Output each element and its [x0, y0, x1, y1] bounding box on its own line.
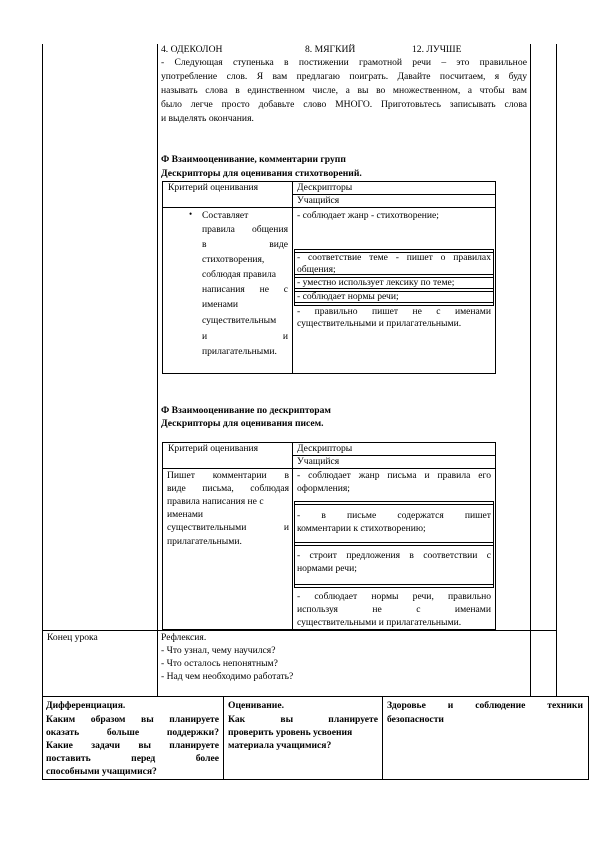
reflection-q2: - Что осталось непонятным? — [161, 658, 278, 669]
s1-criterion-line-2: правила общения — [202, 224, 288, 235]
s2-descriptor-4a: - соблюдает нормы речи, правильно — [297, 591, 491, 602]
s1-criterion-line-6: написания не с — [202, 284, 288, 295]
s2-criterion-line-6: прилагательными. — [167, 536, 242, 547]
s1-table-bottom — [162, 373, 496, 374]
s2-descriptor-2a: - в письме содержатся пишет — [297, 510, 491, 521]
intro-line-1: - Следующая ступенька в постижении грамотной речи – это правильное — [161, 57, 527, 68]
s1-criterion-line-8: существительным — [202, 315, 277, 326]
s2-desc-line-1b — [294, 504, 494, 505]
s2-criterion-line-3: правила написания не с — [167, 496, 264, 507]
s2-header-student: Учащийся — [297, 456, 340, 467]
word-4: 4. ОДЕКОЛОН — [161, 44, 223, 55]
footer-divider-1 — [223, 696, 224, 780]
word-8: 8. МЯГКИЙ — [305, 44, 356, 55]
s1-desc-inner-left — [294, 249, 295, 306]
section1-heading: Ф Взаимооценивание, комментарии групп — [161, 154, 346, 165]
s1-header-descriptors: Дескрипторы — [297, 182, 353, 193]
s2-table-mid — [292, 442, 293, 630]
s1-descriptor-5b: существительными и прилагательными. — [297, 318, 462, 329]
s1-desc-inner-right — [493, 249, 494, 306]
intro-line-3: называть слова в единственном числе, а вы во множественном, а чтобы вам — [161, 85, 527, 96]
s2-descriptor-4c: существительными и прилагательными. — [297, 617, 462, 628]
s2-criterion-line-4: именами — [167, 509, 204, 520]
s2-desc-line-3 — [294, 584, 494, 585]
s2-table-left — [162, 442, 163, 630]
s2-desc-inner-right — [493, 501, 494, 588]
footer-top-border — [42, 696, 589, 697]
s1-criterion-line-7: именами — [202, 299, 239, 310]
s2-desc-line-2b — [294, 545, 494, 546]
end-lesson-label: Конец урока — [47, 632, 98, 643]
footer-divider-2 — [382, 696, 383, 780]
s1-criterion-line-9: и и — [202, 331, 288, 342]
s2-descriptor-2b: комментарии к стихотворению; — [297, 523, 426, 534]
s1-descriptor-1: - соблюдает жанр - стихотворение; — [297, 210, 439, 221]
s2-header-descriptors: Дескрипторы — [297, 443, 353, 454]
s2-criterion-line-1: Пишет комментарии в — [167, 470, 289, 481]
s2-descriptor-1a: - соблюдает жанр письма и правила его — [297, 470, 491, 481]
intro-line-5: и выделять окончания. — [161, 113, 254, 124]
s1-descriptor-5a: - правильно пишет не с именами — [297, 306, 491, 317]
footer-differentiation-title: Дифференциация. — [46, 700, 126, 711]
s2-descriptor-3a: - строит предложения в соответствии с — [297, 550, 491, 561]
section1-subheading: Дескрипторы для оценивания стихотворений. — [161, 168, 362, 179]
footer-assessment-line-1: Как вы планируете — [228, 714, 378, 725]
intro-line-4: было легче просто добавьте слово МНОГО. Приготовьтесь записывать слова — [161, 99, 527, 110]
s2-criterion-line-2: виде письма, соблюдая — [167, 483, 289, 494]
footer-differentiation-line-5: способными учащимися? — [46, 766, 157, 777]
section2-subheading: Дескрипторы для оценивания писем. — [161, 418, 324, 429]
s2-desc-line-2 — [294, 542, 494, 543]
section2-heading: Ф Взаимооценивание по дескрипторам — [161, 405, 331, 416]
col-divider-1 — [157, 44, 158, 696]
footer-differentiation-line-1: Каким образом вы планируете — [46, 714, 219, 725]
reflection-title: Рефлексия. — [161, 632, 207, 643]
s1-descriptor-2b: общения; — [297, 264, 336, 275]
s1-bullet: • — [189, 209, 193, 219]
intro-line-2: употребление слов. Я вам предлагаю поиграть. Давайте посчитаем, я буду — [161, 71, 527, 82]
s1-table-left — [162, 181, 163, 374]
s1-descriptor-3: - уместно использует лексику по теме; — [297, 277, 455, 288]
footer-assessment-line-3: материала учащимися? — [228, 740, 332, 751]
s1-criterion-line-3: в виде — [202, 239, 288, 250]
footer-bottom-border — [42, 779, 589, 780]
outer-right-border — [556, 44, 557, 696]
s1-header-student: Учащийся — [297, 195, 340, 206]
s2-header-criterion: Критерий оценивания — [168, 443, 259, 454]
s1-header-criterion: Критерий оценивания — [168, 182, 259, 193]
word-12: 12. ЛУЧШЕ — [412, 44, 462, 55]
s2-descriptor-4b: используя не с именами — [297, 604, 491, 615]
s2-criterion-line-5: существительными и — [167, 522, 289, 533]
s1-table-right — [495, 181, 496, 374]
s2-table-right — [495, 442, 496, 630]
s1-desc-line-1 — [294, 249, 494, 250]
footer-differentiation-line-2: оказать больше поддержки? — [46, 727, 219, 738]
s2-desc-inner-left — [294, 501, 295, 588]
s1-criterion-line-1: Составляет — [202, 210, 249, 221]
s1-descriptor-4: - соблюдает нормы речи; — [297, 291, 399, 302]
footer-assessment-title: Оценивание. — [228, 700, 284, 711]
outer-left-border — [42, 44, 43, 696]
footer-differentiation-line-3: Какие задачи вы планируете — [46, 740, 219, 751]
s1-descriptor-2a: - соответствие теме - пишет о правилах — [297, 252, 491, 263]
footer-differentiation-line-4: поставить перед более — [46, 753, 219, 764]
s2-descriptor-1b: оформления; — [297, 483, 350, 494]
footer-assessment-line-2: проверить уровень усвоения — [228, 727, 353, 738]
footer-right-border — [588, 696, 589, 780]
s2-desc-line-1 — [294, 501, 494, 502]
s1-criterion-line-4: стихотворения, — [202, 254, 265, 265]
row-divider-end-lesson — [42, 630, 557, 631]
reflection-q1: - Что узнал, чему научился? — [161, 645, 276, 656]
s2-desc-line-3b — [294, 587, 494, 588]
s1-criterion-line-5: соблюдая правила — [202, 269, 277, 280]
col-divider-2 — [530, 44, 531, 696]
footer-left-border — [42, 696, 43, 780]
s2-descriptor-3b: нормами речи; — [297, 563, 357, 574]
s1-table-mid — [292, 181, 293, 374]
reflection-q3: - Над чем необходимо работать? — [161, 671, 294, 682]
s1-criterion-line-10: прилагательными. — [202, 346, 277, 357]
footer-safety-line-1: Здоровье и соблюдение техники — [387, 700, 583, 711]
footer-safety-line-2: безопасности — [387, 714, 444, 725]
